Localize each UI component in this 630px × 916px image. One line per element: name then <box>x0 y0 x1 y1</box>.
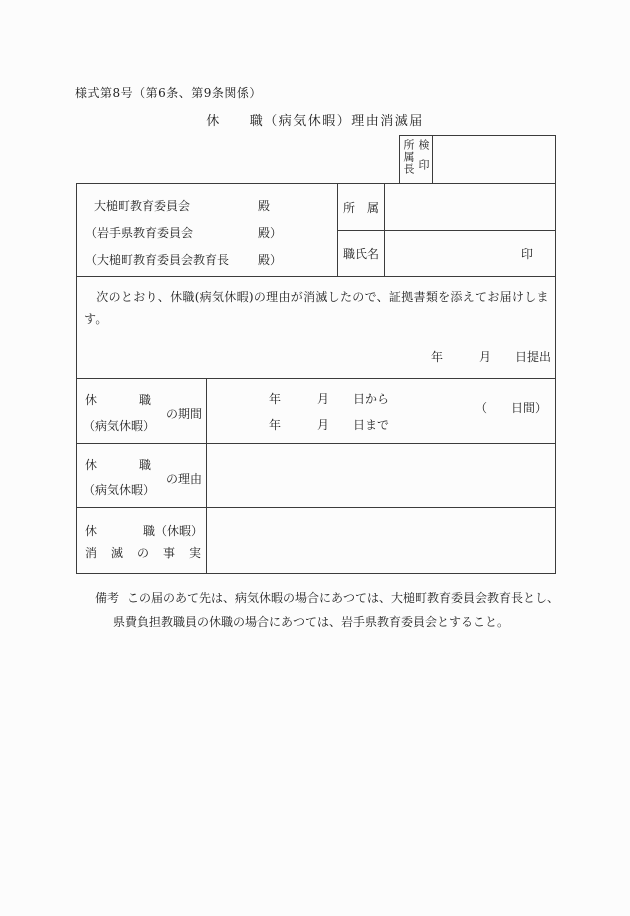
statement-body: 次のとおり、休職(病気休暇)の理由が消滅したので、証拠書類を添えてお届けします。 <box>84 290 549 326</box>
note-label: 備考 <box>95 591 120 605</box>
note-line1: この届のあて先は、病気休暇の場合にあつては、大槌町教育委員会教育長とし、 <box>127 591 560 605</box>
affiliation-label-cell <box>338 184 385 231</box>
addressee-name-1: 大槌町教育委員会 <box>94 199 191 213</box>
addressee-line-3 <box>85 247 284 274</box>
seal-placeholder: 印 <box>520 247 533 261</box>
period-days: （ 日間） <box>474 401 547 415</box>
period-value-cell <box>207 379 555 444</box>
page-title: 休 職（病気休暇）理由消滅届 <box>206 114 424 129</box>
fact-label-word2: 職（休暇） <box>142 524 203 538</box>
reason-label-sub: （病気休暇） <box>83 483 156 497</box>
addressee-name-3: （大槌町教育委員会教育長 <box>85 253 230 267</box>
inspection-seal-label-cell <box>400 136 433 183</box>
statement-cell <box>77 277 555 379</box>
fact-label-word1: 休 <box>85 524 98 538</box>
addressee-line-2 <box>85 220 284 247</box>
period-from-line: 年 月 日から <box>269 392 390 406</box>
addressee-suffix-3: 殿） <box>258 253 283 267</box>
note-line2: 県費負担教職員の休職の場合にあつては、岩手県教育委員会とすること。 <box>113 615 510 629</box>
period-label-cell <box>77 379 207 444</box>
period-dates <box>269 386 389 438</box>
form-table <box>76 183 556 574</box>
period-label-suffix: の期間 <box>165 407 202 421</box>
reason-value-cell <box>207 444 555 508</box>
supervisor-label: 所属長 <box>402 139 415 175</box>
addressee-suffix-1: 殿 <box>258 199 271 213</box>
fact-value-cell <box>207 508 555 573</box>
affiliation-value-cell <box>385 184 555 231</box>
reason-label-word2: 職 <box>139 458 152 472</box>
addressee-line-1 <box>85 193 284 220</box>
addressee-suffix-2: 殿） <box>258 226 283 240</box>
period-label-sub: （病気休暇） <box>83 419 156 433</box>
period-to-line: 年 月 日まで <box>269 418 390 432</box>
inspection-seal-box <box>399 135 556 183</box>
reason-label-cell <box>77 444 207 508</box>
affiliation-label: 所 属 <box>342 200 379 215</box>
form-number: 様式第8号（第6条、第9条関係） <box>75 86 262 100</box>
name-label-cell <box>338 231 385 277</box>
reason-label-word1: 休 <box>85 458 98 472</box>
period-label-word1: 休 <box>85 393 98 407</box>
inspection-seal-blank-area <box>433 136 555 183</box>
fact-label-cell <box>77 508 207 573</box>
reason-label-suffix: の理由 <box>165 472 202 486</box>
seal-label: 検印 <box>417 139 430 179</box>
name-label: 職氏名 <box>342 247 379 261</box>
period-label-word2: 職 <box>139 393 152 407</box>
addressee-lines <box>85 193 284 274</box>
name-value-cell <box>385 231 555 277</box>
addressee-cell <box>77 184 338 277</box>
addressee-name-2: （岩手県教育委員会 <box>85 226 194 240</box>
fact-label-line2: 消 滅 の 事 実 <box>85 546 203 560</box>
submission-date-line: 年 月 日提出 <box>430 350 551 364</box>
